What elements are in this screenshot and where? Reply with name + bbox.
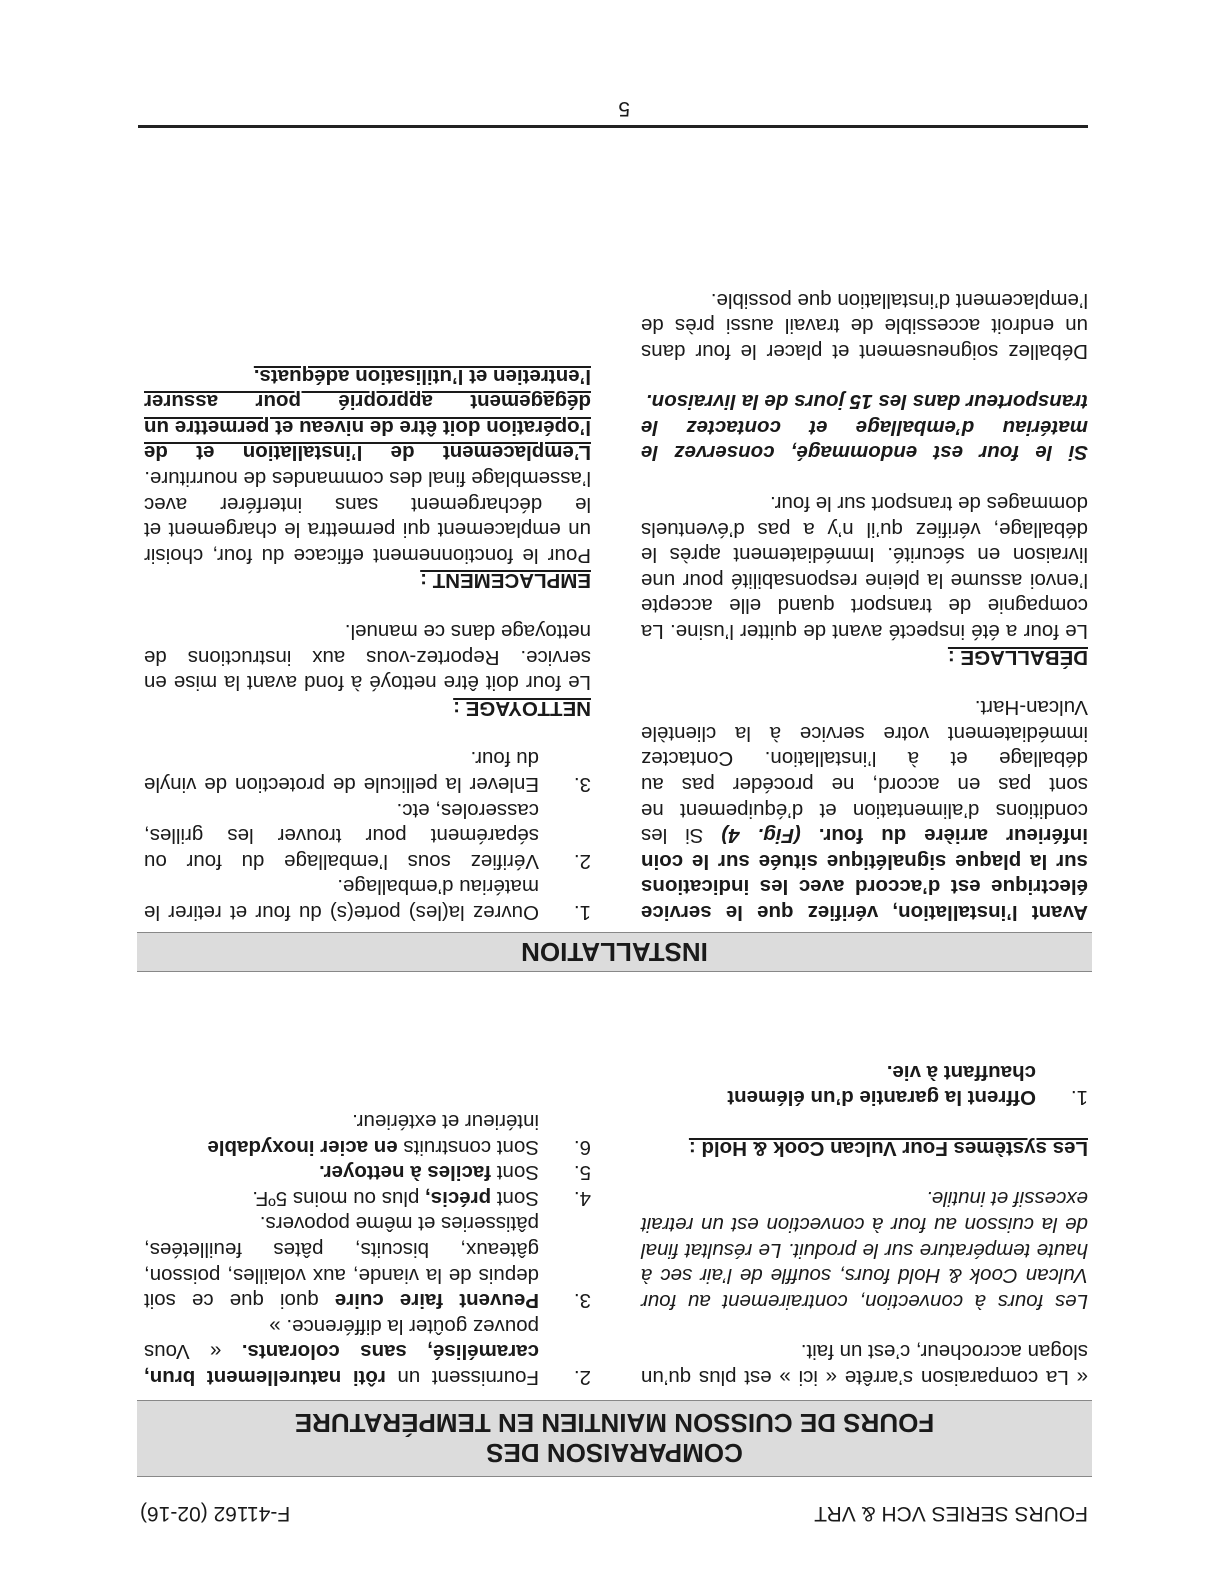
nettoyage-heading: NETTOYAGE : <box>453 696 591 720</box>
item-text <box>144 1313 539 1390</box>
convection-paragraph <box>641 1186 1088 1314</box>
figure-reference: (Fig. 4) <box>721 824 801 848</box>
item-number: 2. <box>573 849 591 873</box>
item-text: Offrent la garantie d’un élément chauffant à vie. <box>727 1060 1036 1110</box>
item-number: 3. <box>573 773 591 797</box>
list-item <box>144 797 591 874</box>
item-number: 3. <box>573 1289 591 1313</box>
comparison-title-line2: FOURS DE CUISSON MAINTIEN EN TEMPÉRATURE <box>294 1408 935 1439</box>
installation-band <box>137 932 1092 972</box>
comparison-intro: « La comparaison s’arrête « ici » est plus qu’un slogan accrocheur, c’est un fait. <box>641 1340 1088 1389</box>
item-text <box>144 1211 539 1313</box>
systems-heading: Les systèmes Four Vulcan Cook & Hold : <box>688 1136 1088 1160</box>
item-text-bold: faciles à nettoyer. <box>319 1161 492 1185</box>
document-code-header: F-41162 (02-16) <box>140 1502 291 1525</box>
item-text <box>144 1185 539 1211</box>
item-text: Vérifiez sous l’emballage du four ou séparément pour trouver les grilles, casseroles, etc. <box>144 798 539 873</box>
item-text-bold: Peuvent faire cuire <box>334 1289 539 1313</box>
list-item <box>144 746 591 797</box>
comparison-left-column <box>641 1059 1088 1390</box>
document-series-header: FOURS SERIES VCH & VRT <box>814 1502 1088 1525</box>
item-number: 5. <box>573 1161 591 1185</box>
item-text-part: Sont <box>491 1186 539 1210</box>
list-item <box>144 1185 591 1211</box>
nettoyage-text: Le four doit être nettoyé à fond avant la mise en service. Reportez-vous aux instructions de nettoyage dans ce manuel. <box>144 620 591 695</box>
emplacement-heading: EMPLACEMENT : <box>420 569 591 593</box>
list-item <box>144 874 591 925</box>
deballez-text: Déballez soigneusement et placer le four dans un endroit accessible de travail aussi près de l’emplacement d’installation que possible. <box>641 288 1088 363</box>
item-text-bold: rôti naturellement brun, caramélisé, sans colorants. <box>144 1340 539 1389</box>
item-text <box>144 1160 539 1186</box>
convection-text: Les fours à convection, contrairement au four Vulcan Cook & Hold fours, souffle de l’air sec à haute température sur le produit. Le résultat final de la cuisson au four à convection est un retrait excessif et inutile. <box>641 1187 1088 1313</box>
item-text <box>144 1108 539 1159</box>
damage-notice <box>641 389 1088 466</box>
list-item <box>144 1313 591 1390</box>
item-number: 1. <box>573 901 591 924</box>
installation-left-column <box>641 262 1088 925</box>
item-number: 2. <box>573 1366 591 1389</box>
emplacement-requirement-text: L’emplacement de l’installation et de l’opération doit être de niveau et permettre un dégagement approprié pour assurer l’entretien et l’utilisation adéquats. <box>144 364 591 465</box>
item-text-part: plus ou moins 5ºF. <box>252 1186 426 1210</box>
emplacement-text: Pour le fonctionnement efficace du four, choisir un emplacement qui permettra le chargement et le déchargement sans interférer avec l’assemblage final des commandes de nourriture. <box>144 467 591 567</box>
item-text: Enlever la pellicule de protection de vinyle du four. <box>144 747 539 797</box>
comparison-right-column <box>144 1108 591 1390</box>
deballage-text: Le four a été inspecté avant de quitter l’usine. La compagnie de transport quand elle accepte l’envoi assume la pleine responsabilité pour une livraison en sécurité. Immédiatement après le déballage, vérifiez qu’il n’y a pas d’éventuels dommages de transport sur le four. <box>641 492 1088 644</box>
avant-bold: Avant l’installation, vérifiez que le service électrique est d’accord avec les indications sur la plaque signalétique située sur le coin inférieur arrière du four. <box>641 824 1088 924</box>
list-item <box>144 1160 591 1186</box>
item-number: 6. <box>573 1135 591 1159</box>
list-item <box>144 1108 591 1159</box>
installation-right-column <box>144 338 591 925</box>
list-item <box>144 1211 591 1313</box>
item-text-part: « Vous pouvez goûter la différence. » <box>143 1314 539 1364</box>
comparison-title-band <box>137 1400 1092 1477</box>
installation-title: INSTALLATION <box>521 937 708 967</box>
item-text-part: Sont construits <box>397 1135 539 1159</box>
item-text-part: Sont <box>491 1161 539 1185</box>
item-number: 1. <box>1070 1086 1088 1110</box>
item-text-part: Fournissent un <box>385 1366 539 1389</box>
item-text-bold: précis, <box>425 1186 492 1210</box>
damage-notice-text: Si le four est endommagé, conservez le matériau d’emballage et contactez le transporteur dans les 15 jours de la livraison. <box>641 390 1088 465</box>
footer-rule <box>138 125 1088 128</box>
deballage-heading: DÉBALLAGE : <box>947 645 1088 669</box>
page-number: 5 <box>618 97 630 120</box>
comparison-title-line1: COMPARAISON DES <box>486 1438 743 1469</box>
avant-paragraph <box>641 695 1088 925</box>
item-text-bold: en acier inoxydable <box>207 1135 398 1159</box>
avant-text: Si les conditions d’alimentation et d’équipement ne sont pas en accord, ne procéder pas au déballage et à l’installation. Contactez immédiatement votre service à la clientèle Vulcan-Hart. <box>640 696 1088 848</box>
item-text-part: intérieur et extérieur. <box>352 1110 539 1134</box>
list-item <box>641 1059 1088 1110</box>
emplacement-requirement <box>144 363 591 465</box>
item-number: 4. <box>573 1186 591 1210</box>
item-text-part: quoi que ce soit depuis de la viande, aux volailles, poisson, gâteaux, biscuits, pâtes feuilletées, pâtisseries et même popovers. <box>144 1212 539 1313</box>
item-text: Ouvrez la(les) porte(s) du four et retirer le matériau d’emballage. <box>144 875 539 924</box>
